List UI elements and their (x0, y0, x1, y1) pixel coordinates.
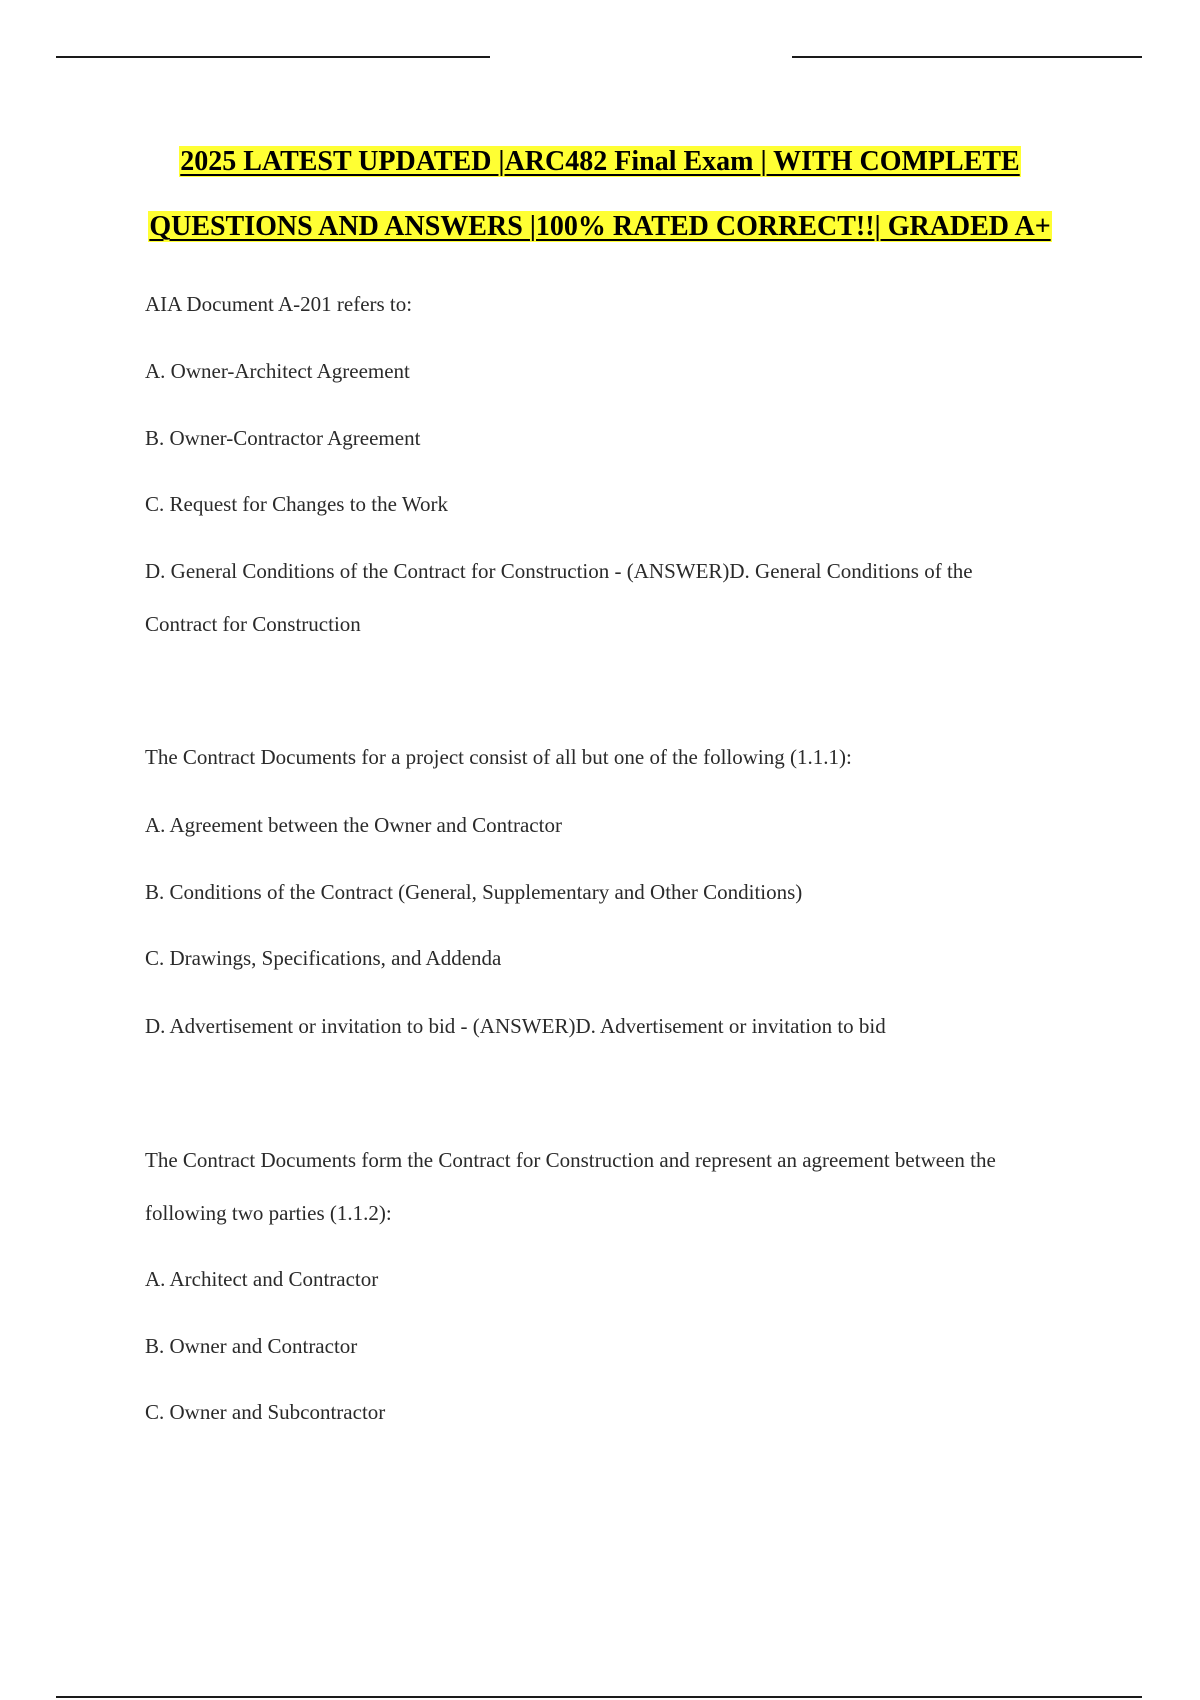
header-rule-left (56, 56, 490, 58)
question-2-option-a: A. Agreement between the Owner and Contractor (145, 813, 562, 837)
header-rule-right (792, 56, 1142, 58)
question-1-option-d: D. General Conditions of the Contract for Construction - (ANSWER)D. General Conditions of the (145, 559, 973, 583)
question-3-text-continuation: following two parties (1.1.2): (145, 1201, 392, 1225)
question-2-option-b: B. Conditions of the Contract (General, Supplementary and Other Conditions) (145, 880, 803, 904)
question-2-option-c: C. Drawings, Specifications, and Addenda (145, 946, 502, 970)
question-1-option-a: A. Owner-Architect Agreement (145, 359, 410, 383)
question-2-option-d: D. Advertisement or invitation to bid - (ANSWER)D. Advertisement or invitation to bid (145, 1014, 886, 1038)
document-title-line-2: QUESTIONS AND ANSWERS |100% RATED CORRECT!!| GRADED A+ (149, 211, 1051, 242)
question-3-option-a: A. Architect and Contractor (145, 1267, 379, 1291)
question-3-text: The Contract Documents form the Contract for Construction and represent an agreement between the (145, 1148, 996, 1172)
question-3-option-b: B. Owner and Contractor (145, 1334, 358, 1358)
document-title-line-1: 2025 LATEST UPDATED |ARC482 Final Exam | WITH COMPLETE (180, 146, 1020, 177)
question-2-text: The Contract Documents for a project consist of all but one of the following (1.1.1): (145, 745, 852, 769)
question-1-text: AIA Document A-201 refers to: (145, 292, 413, 316)
question-1-option-b: B. Owner-Contractor Agreement (145, 426, 421, 450)
question-1-option-d-continuation: Contract for Construction (145, 612, 361, 636)
footer-rule (56, 1696, 1142, 1698)
question-3-option-c: C. Owner and Subcontractor (145, 1400, 386, 1424)
question-1-option-c: C. Request for Changes to the Work (145, 492, 448, 516)
